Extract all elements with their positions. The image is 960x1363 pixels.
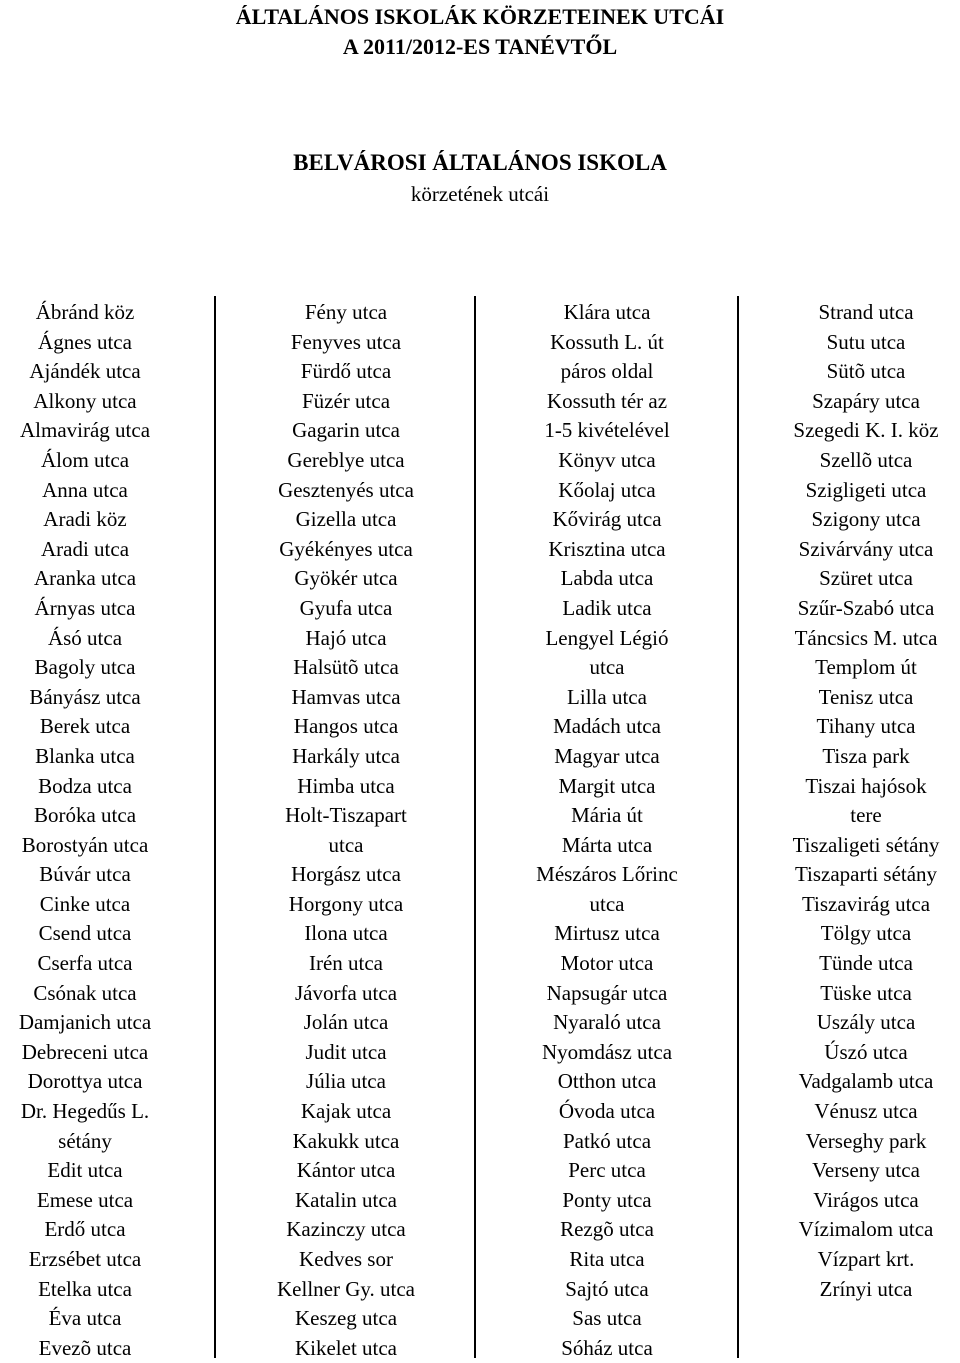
street-name: Tüske utca (820, 980, 912, 1005)
street-name: Klára utca (563, 300, 651, 324)
street-name: Sutu utca (826, 329, 906, 354)
street-name: Sóház utca (561, 1335, 653, 1360)
street-name: Margit utca (558, 773, 656, 798)
street-name: Kőolaj utca (558, 477, 656, 502)
street-name: Keszeg utca (294, 1306, 398, 1331)
street-name: Mészáros Lőrinc (536, 862, 678, 887)
street-name: Árnyas utca (34, 595, 136, 620)
street-name: Debreceni utca (21, 1039, 149, 1064)
street-name: Kakukk utca (292, 1128, 400, 1153)
street-name: Erdő utca (44, 1217, 126, 1242)
document-title: ÁLTALÁNOS ISKOLÁK KÖRZETEINEK UTCÁI (235, 4, 725, 29)
section-subtitle: körzetének utcái (410, 182, 550, 206)
street-name: Sas utca (572, 1306, 642, 1331)
street-name: 1-5 kivételével (544, 418, 670, 443)
street-name: Cserfa utca (37, 951, 133, 976)
street-name: Verseghy park (805, 1128, 927, 1153)
street-name: Csónak utca (33, 980, 137, 1005)
street-name: Horgász utca (291, 862, 401, 887)
column-divider (737, 296, 739, 1358)
street-name: Tisza park (822, 743, 910, 768)
street-name: Bodza utca (38, 773, 132, 798)
street-name: Szűr-Szabó utca (797, 595, 935, 620)
street-name: Lilla utca (567, 684, 647, 709)
street-name: Fenyves utca (290, 329, 402, 354)
street-name: Virágos utca (813, 1187, 919, 1212)
street-name: Szellõ utca (819, 447, 913, 472)
street-name: utca (589, 655, 625, 680)
street-name: Katalin utca (294, 1187, 398, 1212)
street-name: Berek utca (39, 714, 131, 739)
street-name: Tölgy utca (820, 921, 912, 946)
street-name: Ilona utca (304, 921, 388, 946)
street-name: Júlia utca (306, 1069, 386, 1094)
street-name: Kővirág utca (552, 507, 662, 532)
street-name: Kossuth L. út (550, 329, 664, 354)
street-name: Éva utca (48, 1306, 122, 1331)
street-name: Zrínyi utca (819, 1276, 913, 1301)
street-name: Szivárvány utca (798, 536, 934, 561)
street-name: Gyufa utca (299, 595, 393, 620)
street-name: Kikelet utca (294, 1335, 398, 1360)
street-name: Irén utca (308, 951, 384, 976)
street-name: sétány (58, 1128, 112, 1153)
street-name: Mária út (571, 803, 643, 828)
street-name: Anna utca (42, 477, 128, 502)
street-name: Vízimalom utca (798, 1217, 934, 1242)
street-name: Hamvas utca (291, 684, 401, 709)
street-name: Gyökér utca (294, 566, 398, 591)
street-name: Tiszaligeti sétány (792, 832, 940, 857)
street-name: Bagoly utca (34, 655, 136, 680)
street-name: Búvár utca (39, 862, 131, 887)
street-name: Lengyel Légió (545, 625, 669, 650)
school-name: BELVÁROSI ÁLTALÁNOS ISKOLA (293, 150, 667, 175)
street-name: Borostyán utca (21, 832, 149, 857)
street-name: Blanka utca (35, 743, 135, 768)
street-name: Napsugár utca (546, 980, 668, 1005)
street-name: utca (328, 832, 364, 857)
street-name: Vadgalamb utca (798, 1069, 934, 1094)
street-name: Boróka utca (33, 803, 137, 828)
street-column-3 (512, 298, 702, 1363)
street-name: Dr. Hegedűs L. (20, 1099, 150, 1124)
street-name: Szegedi K. I. köz (793, 418, 939, 443)
street-name: Holt-Tiszapart (285, 803, 407, 828)
street-name: Nyomdász utca (541, 1039, 673, 1064)
street-name: Perc utca (568, 1158, 646, 1183)
street-name: Könyv utca (558, 447, 656, 472)
street-name: Szapáry utca (812, 388, 920, 413)
street-name: Kajak utca (300, 1099, 392, 1124)
street-name: Uszály utca (816, 1010, 916, 1035)
street-name: Sütõ utca (826, 359, 906, 384)
street-name: Hajó utca (305, 625, 387, 650)
street-name: Álom utca (40, 447, 130, 472)
street-name: Füzér utca (301, 388, 391, 413)
street-name: Jolán utca (303, 1010, 389, 1035)
street-name: Aradi köz (43, 507, 127, 532)
street-column-1 (0, 298, 170, 1363)
street-name: Rezgõ utca (560, 1217, 654, 1242)
street-name: Strand utca (818, 300, 914, 324)
street-name: Mirtusz utca (554, 921, 660, 946)
street-name: Ásó utca (47, 625, 123, 650)
street-name: Ajándék utca (29, 359, 141, 384)
street-name: Aranka utca (33, 566, 137, 591)
street-name: Jávorfa utca (294, 980, 398, 1005)
street-name: Kedves sor (299, 1247, 393, 1271)
street-name: tere (850, 803, 882, 828)
street-name: Dorottya utca (27, 1069, 143, 1094)
street-column-2 (260, 298, 432, 1363)
street-name: Kossuth tér az (546, 388, 668, 413)
street-name: Aradi utca (40, 536, 130, 561)
street-name: Óvoda utca (558, 1099, 656, 1124)
street-name: Ábránd köz (35, 300, 135, 324)
street-name: Gagarin utca (292, 418, 400, 443)
street-name: Judit utca (305, 1039, 387, 1064)
street-name: Tiszavirág utca (801, 891, 931, 916)
street-name: Cinke utca (39, 891, 131, 916)
street-name: Márta utca (561, 832, 653, 857)
street-name: utca (589, 891, 625, 916)
street-name: Tenisz utca (818, 684, 914, 709)
street-name: Harkály utca (292, 743, 400, 768)
street-name: Szigligeti utca (805, 477, 927, 502)
street-name: Gereblye utca (287, 447, 405, 472)
street-name: Csend utca (38, 921, 132, 946)
street-name: Emese utca (36, 1187, 134, 1212)
street-name: Motor utca (560, 951, 654, 976)
street-name: Magyar utca (554, 743, 660, 768)
street-name: Nyaraló utca (553, 1010, 661, 1035)
street-name: Otthon utca (557, 1069, 657, 1094)
street-name: Krisztina utca (548, 536, 666, 561)
street-name: Evezõ utca (38, 1335, 132, 1360)
street-name: Sajtó utca (565, 1276, 649, 1301)
street-name: Kazinczy utca (286, 1217, 406, 1242)
street-name: Tünde utca (819, 951, 913, 976)
street-name: Vízpart krt. (817, 1247, 915, 1271)
street-name: Edit utca (47, 1158, 123, 1183)
street-name: Tiszaparti sétány (794, 862, 938, 887)
street-name: Madách utca (553, 714, 661, 739)
street-name: Kántor utca (296, 1158, 396, 1183)
street-name: Hangos utca (293, 714, 399, 739)
street-name: Horgony utca (288, 891, 404, 916)
street-name: Gyékényes utca (279, 536, 413, 561)
street-name: Ponty utca (562, 1187, 652, 1212)
street-name: Ladik utca (562, 595, 652, 620)
street-name: Verseny utca (812, 1158, 920, 1183)
document-subtitle-year: A 2011/2012-ES TANÉVTŐL (342, 34, 618, 59)
street-name: Labda utca (560, 566, 654, 591)
street-name: Ágnes utca (38, 329, 132, 354)
street-name: Templom út (815, 655, 917, 680)
street-column-4 (772, 298, 960, 1304)
street-name: Szüret utca (819, 566, 913, 591)
street-name: Bányász utca (29, 684, 141, 709)
street-name: Fény utca (304, 300, 388, 324)
street-name: Rita utca (569, 1247, 645, 1271)
street-name: Almavirág utca (19, 418, 151, 443)
street-name: Tihany utca (816, 714, 916, 739)
street-name: Erzsébet utca (28, 1247, 142, 1271)
street-name: Himba utca (297, 773, 395, 798)
street-name: Szigony utca (811, 507, 921, 532)
street-name: Alkony utca (33, 388, 137, 413)
street-name: Kellner Gy. utca (277, 1276, 415, 1301)
street-name: Damjanich utca (18, 1010, 152, 1035)
street-name: Táncsics M. utca (794, 625, 938, 650)
street-name: Etelka utca (38, 1276, 132, 1301)
street-name: Gizella utca (295, 507, 397, 532)
column-divider (214, 296, 216, 1358)
street-name: Gesztenyés utca (278, 477, 414, 502)
column-divider (474, 296, 476, 1358)
street-name: Tiszai hajósok (805, 773, 927, 798)
street-name: Patkó utca (562, 1128, 652, 1153)
street-name: páros oldal (560, 359, 654, 384)
street-name: Fürdő utca (300, 359, 392, 384)
street-name: Halsütõ utca (293, 655, 399, 680)
street-name: Úszó utca (824, 1039, 908, 1064)
street-name: Vénusz utca (814, 1099, 918, 1124)
